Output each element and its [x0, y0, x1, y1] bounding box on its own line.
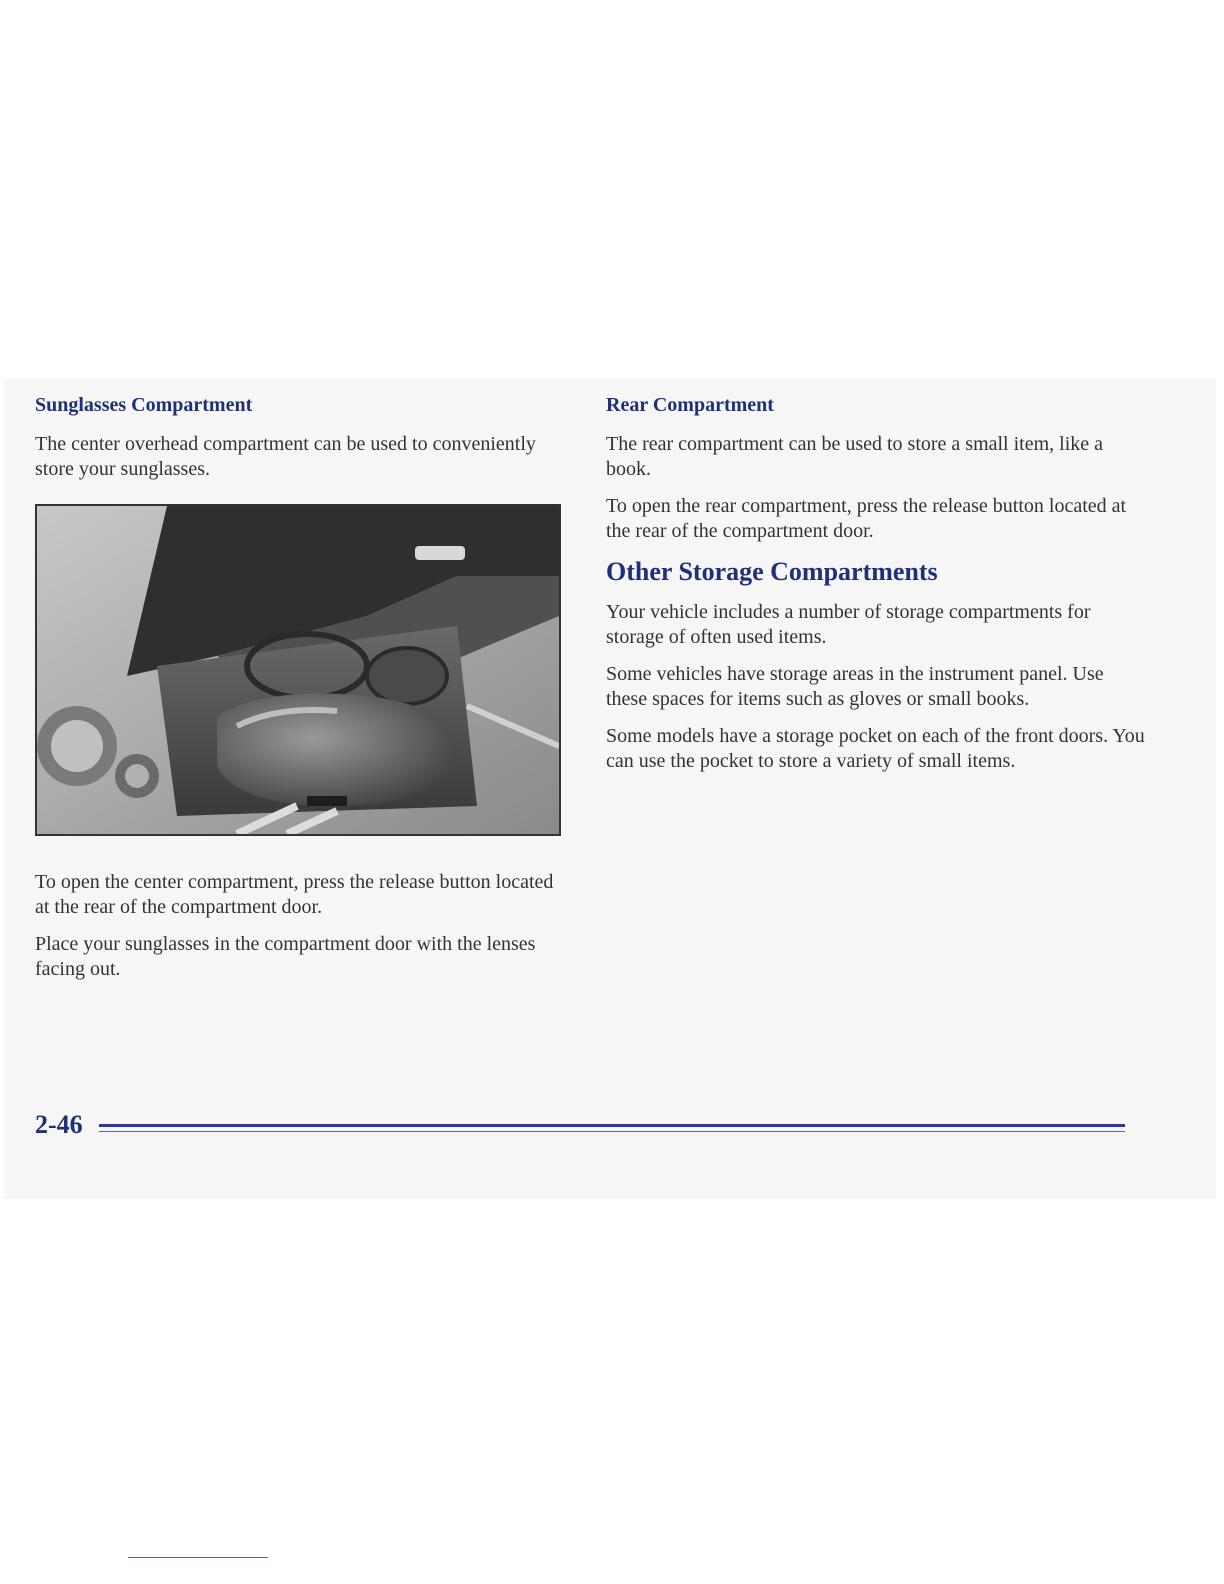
footer-rule-thin: [99, 1131, 1125, 1132]
page-number: 2-46: [35, 1110, 83, 1139]
sunglasses-heading: Sunglasses Compartment: [35, 394, 253, 416]
sunglasses-intro: The center overhead compartment can be used to conveniently store your sunglasses.: [35, 433, 536, 480]
bottom-link-rule: [128, 1557, 268, 1558]
other-storage-para-3: Some models have a storage pocket on each of the front doors. You can use the pocket to store a variety of small items.: [606, 725, 1145, 772]
rear-para-1: The rear compartment can be used to store a small item, like a book.: [606, 433, 1104, 480]
other-storage-para-2: Some vehicles have storage areas in the instrument panel. Use these spaces for items such as gloves or small books.: [606, 663, 1104, 710]
left-column: [35, 392, 570, 994]
rear-compartment-heading: Rear Compartment: [606, 394, 774, 416]
right-column: [606, 392, 1146, 786]
photo-illustration: [37, 506, 559, 834]
page-footer: [35, 1108, 1127, 1148]
sunglasses-para-open: To open the center compartment, press the release button located at the rear of the compartment door.: [35, 871, 554, 918]
sunglasses-para-place: Place your sunglasses in the compartment door with the lenses facing out.: [35, 933, 536, 980]
other-storage-para-1: Your vehicle includes a number of storage compartments for storage of often used items.: [606, 601, 1091, 648]
other-storage-heading: Other Storage Compartments: [606, 557, 938, 586]
overhead-compartment-photo: [35, 504, 561, 836]
footer-rule-thick: [99, 1124, 1125, 1127]
rear-para-2: To open the rear compartment, press the release button located at the rear of the compartment door.: [606, 495, 1127, 542]
